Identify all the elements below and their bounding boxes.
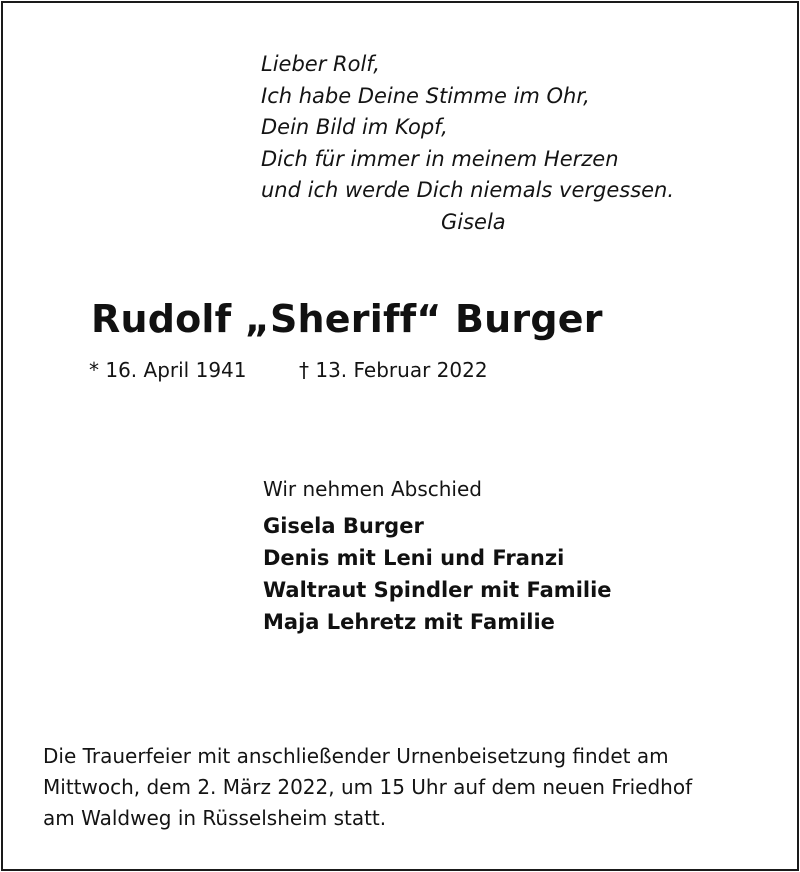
poem-line: Dein Bild im Kopf, xyxy=(261,115,448,139)
mourner-name: Gisela Burger xyxy=(263,514,424,538)
poem-signature: Gisela xyxy=(441,209,506,234)
mourner-name: Maja Lehretz mit Familie xyxy=(263,610,555,634)
notice-line: Die Trauerfeier mit anschließender Urnenbeisetzung findet am xyxy=(43,744,669,768)
poem-line: Dich für immer in meinem Herzen xyxy=(261,146,619,171)
farewell-intro: Wir nehmen Abschied xyxy=(263,477,482,501)
mourners-list xyxy=(263,510,743,638)
mourner-name: Denis mit Leni und Franzi xyxy=(263,546,565,570)
deceased-name: Rudolf „Sheriff“ Burger xyxy=(91,297,603,341)
notice-line: am Waldweg in Rüsselsheim statt. xyxy=(43,806,387,830)
death-date: † 13. Februar 2022 xyxy=(299,358,488,382)
poem-line: Lieber Rolf, xyxy=(261,52,380,76)
funeral-notice xyxy=(43,741,763,834)
notice-line: Mittwoch, dem 2. März 2022, um 15 Uhr auf dem neuen Friedhof xyxy=(43,775,693,799)
obituary-frame xyxy=(1,1,799,871)
memorial-poem xyxy=(261,49,741,238)
poem-line: Ich habe Deine Stimme im Ohr, xyxy=(261,83,590,108)
life-dates xyxy=(89,358,488,382)
mourner-name: Waltraut Spindler mit Familie xyxy=(263,578,612,602)
poem-line: und ich werde Dich niemals vergessen. xyxy=(261,178,675,202)
birth-date: * 16. April 1941 xyxy=(89,358,247,382)
mourners-section xyxy=(263,473,743,638)
